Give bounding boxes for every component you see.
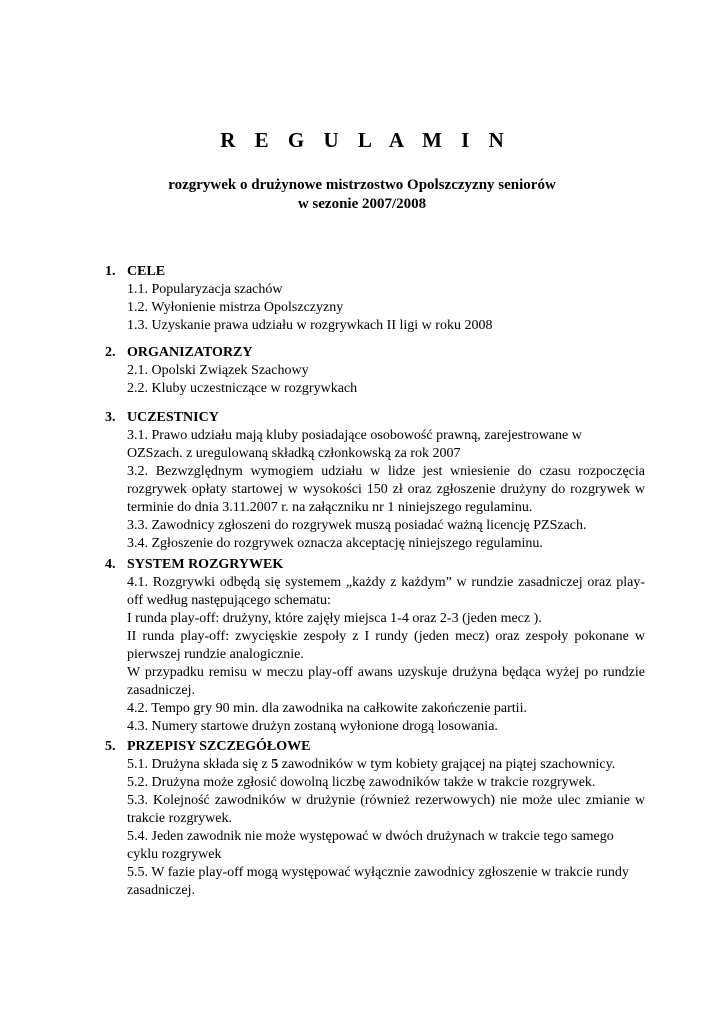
section-line: 1.1. Popularyzacja szachów	[127, 282, 283, 297]
section-title: CELE	[127, 264, 166, 279]
section-line: 3.2. Bezwzględnym wymogiem udziału w lidze jest wniesienie do czasu rozpoczęcia	[127, 464, 645, 479]
section-line: 5.3. Kolejność zawodników w drużynie (również rezerwowych) nie może ulec zmianie w	[127, 793, 645, 808]
section-organizatorzy	[105, 344, 645, 398]
section-line: 1.2. Wyłonienie mistrza Opolszczyzny	[127, 300, 344, 315]
section-line: off według następującego schematu:	[127, 593, 331, 608]
section-line: 2.2. Kluby uczestniczące w rozgrywkach	[127, 381, 358, 396]
section-line: terminie do dnia 3.11.2007 r. na załączniku nr 1 niniejszego regulaminu.	[127, 500, 533, 515]
section-cele	[105, 263, 645, 335]
section-system-rozgrywek	[105, 556, 645, 736]
section-number: 4.	[105, 557, 116, 572]
section-line: 3.4. Zgłoszenie do rozgrywek oznacza akceptację niniejszego regulaminu.	[127, 536, 543, 551]
section-heading	[105, 344, 645, 362]
section-number: 2.	[105, 345, 116, 360]
section-line: 5.1. Drużyna składa się z 5 zawodników w tym kobiety grającej na piątej szachownicy.	[127, 757, 616, 772]
section-line: 4.1. Rozgrywki odbędą się systemem „każdy z każdym” w rundzie zasadniczej oraz play-	[127, 575, 645, 590]
section-line: 3.1. Prawo udziału mają kluby posiadające osobowość prawną, zarejestrowane w	[127, 428, 582, 443]
section-line: W przypadku remisu w meczu play-off awans uzyskuje drużyna będąca wyżej po rundzie	[127, 665, 645, 680]
section-title: UCZESTNICY	[127, 410, 219, 425]
section-body	[105, 362, 645, 398]
section-line: trakcie rozgrywek.	[127, 811, 232, 826]
section-heading	[105, 409, 645, 427]
section-line: OZSzach. z uregulowaną składką członkowską za rok 2007	[127, 446, 461, 461]
section-line: cyklu rozgrywek	[127, 847, 222, 862]
section-line: 5.4. Jeden zawodnik nie może występować w dwóch drużynach w trakcie tego samego	[127, 829, 614, 844]
section-title: ORGANIZATORZY	[127, 345, 253, 360]
section-line: zasadniczej.	[127, 883, 196, 898]
section-title: SYSTEM ROZGRYWEK	[127, 557, 284, 572]
section-line: rozgrywek opłaty startowej w wysokości 150 zł oraz zgłoszenie drużyny do rozgrywek w	[127, 482, 645, 497]
section-line: 4.3. Numery startowe drużyn zostaną wyłonione drogą losowania.	[127, 719, 498, 734]
section-line: 4.2. Tempo gry 90 min. dla zawodnika na całkowite zakończenie partii.	[127, 701, 527, 716]
section-line: pierwszej rundzie analogicznie.	[127, 647, 304, 662]
section-title: PRZEPISY SZCZEGÓŁOWE	[127, 739, 311, 754]
section-line: zasadniczej.	[127, 683, 196, 698]
section-heading	[105, 556, 645, 574]
document-subtitle	[0, 176, 724, 214]
subtitle-line-1: rozgrywek o drużynowe mistrzostwo Opolszczyzny seniorów	[168, 177, 556, 193]
section-przepisy-szczegolowe	[105, 738, 645, 900]
section-number: 1.	[105, 264, 116, 279]
section-body	[105, 756, 645, 900]
document-title: R E G U L A M I N	[220, 128, 511, 152]
player-count-emphasis: 5	[271, 757, 279, 772]
section-number: 3.	[105, 410, 116, 425]
section-heading	[105, 738, 645, 756]
section-line: 1.3. Uzyskanie prawa udziału w rozgrywkach II ligi w roku 2008	[127, 318, 493, 333]
section-line: II runda play-off: zwycięskie zespoły z I rundy (jeden mecz) oraz zespoły pokonane w	[127, 629, 645, 644]
section-line: I runda play-off: drużyny, które zajęły miejsca 1-4 oraz 2-3 (jeden mecz ).	[127, 611, 542, 626]
section-line: 2.1. Opolski Związek Szachowy	[127, 363, 309, 378]
section-number: 5.	[105, 739, 116, 754]
section-body	[105, 574, 645, 736]
section-heading	[105, 263, 645, 281]
section-line: 5.5. W fazie play-off mogą występować wyłącznie zawodnicy zgłoszenie w trakcie rundy	[127, 865, 629, 880]
section-uczestnicy	[105, 409, 645, 553]
section-body	[105, 427, 645, 553]
section-line: 3.3. Zawodnicy zgłoszeni do rozgrywek muszą posiadać ważną licencję PZSzach.	[127, 518, 587, 533]
section-body	[105, 281, 645, 335]
subtitle-line-2: w sezonie 2007/2008	[297, 196, 427, 212]
section-line: 5.2. Drużyna może zgłosić dowolną liczbę zawodników także w trakcie rozgrywek.	[127, 775, 596, 790]
